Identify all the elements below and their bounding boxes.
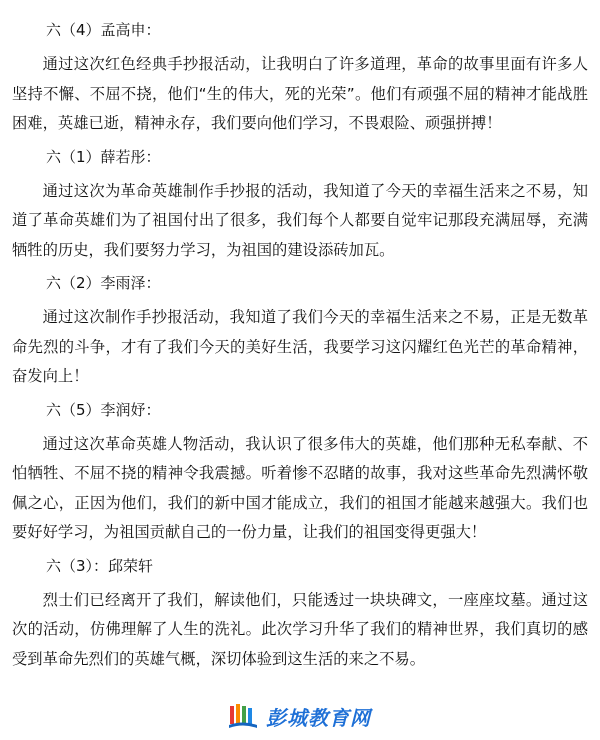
entry-heading: 六（1）薛若彤：	[46, 147, 161, 166]
entry-paragraph: 通过这次革命英雄人物活动，我认识了很多伟大的英雄，他们那种无私奉献、不怕牺牲、不屈不挠的精神令我震撼。听着惨不忍睹的故事，我对这些革命先烈满怀敬佩之心，正因为他们，我们的新中国才能成立，我们的祖国才能越来越强大。我们也要好好学习，为祖国贡献自己的一份力量，让我们的祖国变得更强大！	[12, 434, 588, 541]
entry-1	[12, 20, 588, 139]
entry-heading: 六（2）李雨泽：	[46, 274, 161, 292]
site-watermark	[228, 702, 371, 730]
entry-heading: 六（5）李润妤：	[46, 400, 161, 419]
entry-4	[12, 400, 588, 548]
document-body	[12, 20, 588, 682]
entry-2	[12, 147, 588, 266]
entry-heading: 六（3）：邱荣轩	[46, 556, 154, 575]
entry-paragraph: 通过这次为革命英雄制作手抄报的活动，我知道了今天的幸福生活来之不易，知道了革命英雄们为了祖国付出了很多，我们每个人都要自觉牢记那段充满屈辱，充满牺牲的历史，我们要努力学习，为祖国的建设添砖加瓦。	[12, 181, 588, 259]
entry-heading: 六（4）孟高申：	[46, 21, 161, 39]
entry-5	[12, 556, 588, 675]
entry-paragraph: 通过这次红色经典手抄报活动，让我明白了许多道理，革命的故事里面有许多人坚持不懈、不屈不挠，他们“生的伟大，死的光荣”。他们有顽强不屈的精神才能战胜困难，英雄已逝，精神永存，我们要向他们学习，不畏艰险、顽强拼搏！	[12, 55, 588, 132]
book-logo-icon	[228, 703, 258, 729]
entry-3	[12, 273, 588, 392]
watermark-text: 彭城教育网	[266, 705, 371, 730]
entry-paragraph: 烈士们已经离开了我们，解读他们，只能透过一块块碑文，一座座坟墓。通过这次的活动，仿佛理解了人生的洗礼。此次学习升华了我们的精神世界，我们真切的感受到革命先烈们的英雄气概，深切体验到这生活的来之不易。	[12, 590, 588, 668]
entry-paragraph: 通过这次制作手抄报活动，我知道了我们今天的幸福生活来之不易，正是无数革命先烈的斗争，才有了我们今天的美好生活，我要学习这闪耀红色光芒的革命精神，奋发向上！	[12, 308, 588, 385]
